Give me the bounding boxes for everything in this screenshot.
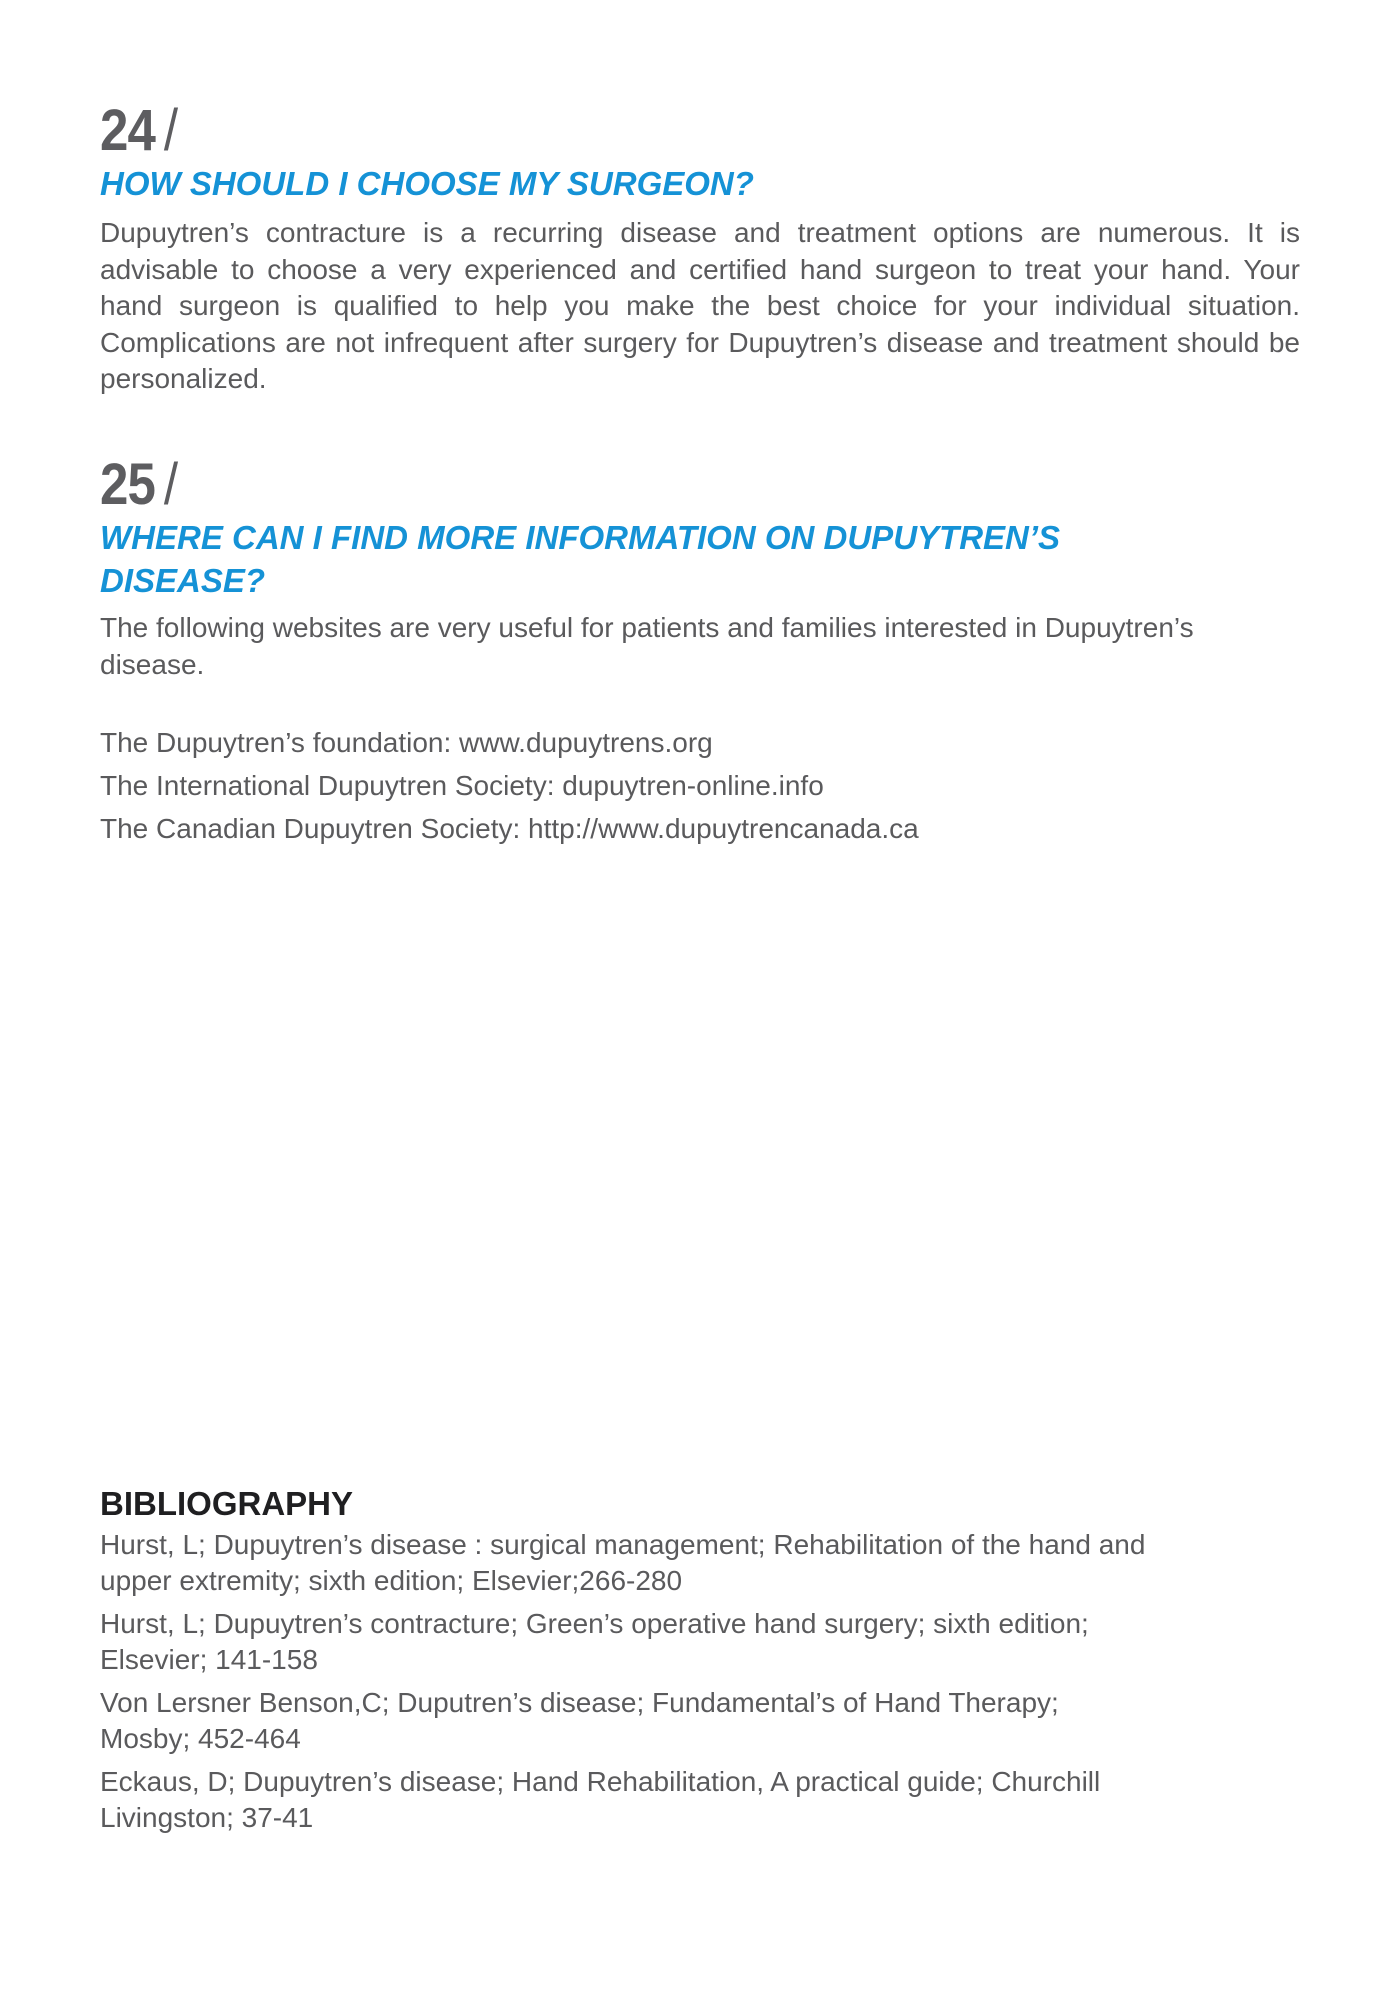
reference-line: Mosby; 452-464 (100, 1723, 301, 1754)
section-number: 25 (100, 452, 156, 517)
section-slash: / (163, 98, 178, 163)
website-list-item: The Canadian Dupuytren Society: http://www.dupuytrencanada.ca (100, 813, 919, 844)
question-heading: HOW SHOULD I CHOOSE MY SURGEON? (100, 165, 754, 202)
section-slash: / (163, 452, 178, 517)
reference-line: Hurst, L; Dupuytren’s disease : surgical management; Rehabilitation of the hand and (100, 1529, 1146, 1560)
website-list-item: The Dupuytren’s foundation: www.dupuytrens.org (100, 727, 713, 758)
bibliography-title: BIBLIOGRAPHY (100, 1485, 354, 1522)
document-page (100, 0, 1300, 2000)
question-heading-line: DISEASE? (100, 562, 266, 599)
website-list-item: The International Dupuytren Society: dupuytren-online.info (100, 770, 824, 801)
reference-line: Eckaus, D; Dupuytren’s disease; Hand Rehabilitation, A practical guide; Churchill (100, 1766, 1101, 1797)
answer-paragraph: Dupuytren’s contracture is a recurring disease and treatment options are numerous. It is advisable to choose a very experienced and certified hand surgeon to treat your hand. Your hand surgeon is qualified to help you make the best choice for your individual situation. Complications are not infrequent after surgery for Dupuytren’s disease and treatment should be personalized. (100, 217, 1300, 394)
section-number-heading (100, 100, 1156, 162)
section-number-heading (100, 454, 1156, 516)
bibliography-section (100, 1484, 1300, 1836)
website-list (100, 721, 1300, 850)
reference-line: Hurst, L; Dupuytren’s contracture; Green’s operative hand surgery; sixth edition; (100, 1608, 1089, 1639)
section-number: 24 (100, 98, 156, 163)
reference-line: Elsevier; 141-158 (100, 1644, 318, 1675)
reference-line: Von Lersner Benson,C; Duputren’s disease; Fundamental’s of Hand Therapy; (100, 1687, 1059, 1718)
bibliography-reference (100, 1764, 1300, 1836)
section-25 (100, 454, 1300, 850)
bibliography-reference (100, 1685, 1300, 1757)
reference-line: Livingston; 37-41 (100, 1802, 314, 1833)
reference-line: upper extremity; sixth edition; Elsevier;266-280 (100, 1565, 683, 1596)
question-heading-line: WHERE CAN I FIND MORE INFORMATION ON DUPUYTREN’S (100, 519, 1061, 556)
answer-paragraph: The following websites are very useful for patients and families interested in Dupuytren’s disease. (100, 612, 1194, 680)
question-heading (100, 516, 1300, 602)
section-24 (100, 100, 1300, 398)
bibliography-reference (100, 1527, 1300, 1599)
bibliography-reference (100, 1606, 1300, 1678)
